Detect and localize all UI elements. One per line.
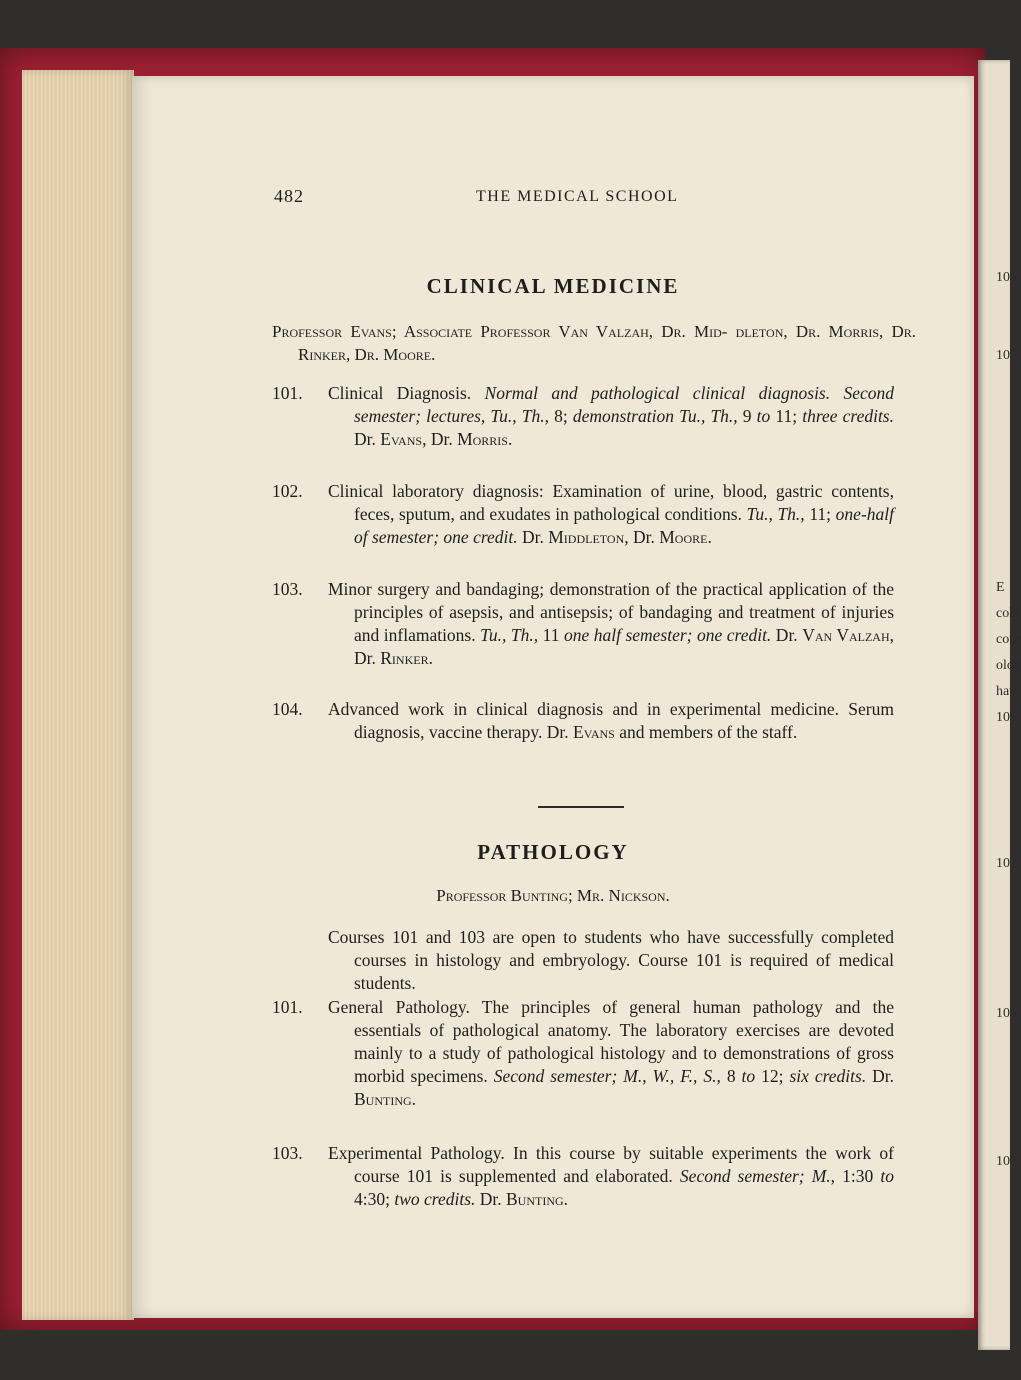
page-number: 482 xyxy=(274,186,304,206)
facing-fragment: colo xyxy=(996,606,1021,621)
staff-list-pathology: Professor Bunting; Mr. Nickson. xyxy=(436,886,670,905)
course-number: 103. xyxy=(272,1143,303,1163)
section-title-pathology: PATHOLOGY xyxy=(477,840,629,864)
course-number: 103. xyxy=(272,579,303,599)
facing-fragment: 105 xyxy=(996,348,1017,363)
course-description: Clinical laboratory diagnosis: Examination of urine, blood, gastric contents, feces, sputum, and exudates in pathological conditions. Tu., Th., 11; one-half of semester; one credit. Dr. Middleton, Dr. Moore. xyxy=(328,481,894,547)
facing-fragment: E xyxy=(996,580,1005,595)
course-entry xyxy=(272,1142,894,1211)
facing-fragment: 104. xyxy=(996,1006,1021,1021)
course-entry xyxy=(272,698,894,744)
course-entry xyxy=(272,382,894,451)
course-description: Minor surgery and bandaging; demonstration of the practical application of the principles of asepsis, and antisepsis; of bandaging and treatment of injuries and inflamations. Tu., Th., 11 one half semester; one credit. Dr. Van Valzah, Dr. Rinker. xyxy=(328,579,895,668)
facing-fragment: 104 xyxy=(996,270,1017,285)
page-edges xyxy=(22,70,134,1320)
facing-fragment: 101. xyxy=(996,710,1021,725)
prerequisite-note xyxy=(272,926,894,995)
course-number: 104. xyxy=(272,699,303,719)
facing-fragment: olog xyxy=(996,658,1021,673)
book-page xyxy=(132,76,974,1318)
facing-fragment: 102. xyxy=(996,856,1021,871)
course-description: Experimental Pathology. In this course by suitable experiments the work of course 101 is supplemented and elaborated. Second semester; M., 1:30 to 4:30; two credits. Dr. Bunting. xyxy=(328,1143,894,1209)
section-title-clinical-medicine: CLINICAL MEDICINE xyxy=(426,274,680,298)
course-entry xyxy=(272,578,894,670)
course-number: 101. xyxy=(272,383,303,403)
course-description: General Pathology. The principles of general human pathology and the essentials of pathological anatomy. The laboratory exercises are devoted mainly to a study of pathological histology and to demonstrations of gross morbid specimens. Second semester; M., W., F., S., 8 to 12; six credits. Dr. Bunting. xyxy=(328,997,895,1109)
section-divider xyxy=(538,806,624,808)
facing-page-edge xyxy=(978,60,1021,1350)
course-description: Clinical Diagnosis. Normal and pathological clinical diagnosis. Second semester; lectures, Tu., Th., 8; demonstration Tu., Th., 9 to 11; three credits. Dr. Evans, Dr. Morris. xyxy=(328,383,895,449)
staff-line-1: Professor Evans; Associate Professor Van Valzah, Dr. Mid- xyxy=(272,322,728,341)
course-number: 101. xyxy=(272,997,303,1017)
facing-fragment: hav xyxy=(996,684,1017,699)
facing-fragment: cour xyxy=(996,632,1021,647)
staff-list-clinical-medicine xyxy=(272,320,916,366)
running-head: THE MEDICAL SCHOOL xyxy=(476,188,679,205)
staff-line-2: dleton, Dr. Morris, Dr. Rinker, Dr. Moore. xyxy=(298,322,916,364)
note-text: Courses 101 and 103 are open to students who have successfully completed courses in histology and embryology. Course 101 is required of medical students. xyxy=(328,927,894,993)
course-entry xyxy=(272,480,894,549)
course-description: Advanced work in clinical diagnosis and in experimental medicine. Serum diagnosis, vaccine therapy. Dr. Evans and members of the staff. xyxy=(328,699,894,742)
course-number: 102. xyxy=(272,481,303,501)
course-entry xyxy=(272,996,894,1111)
facing-fragment: 105. xyxy=(996,1154,1021,1169)
